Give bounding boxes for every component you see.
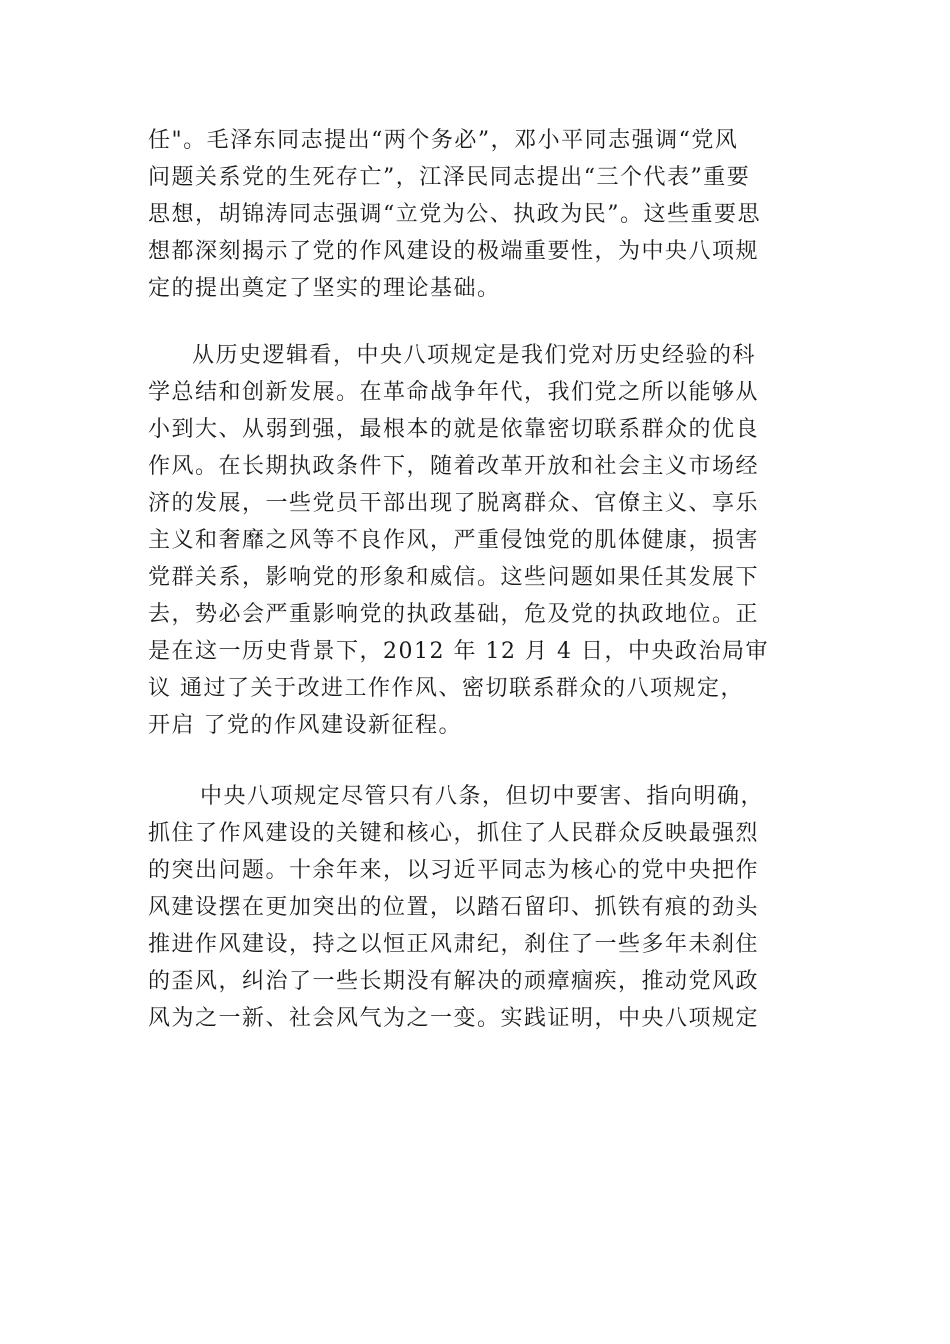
paragraph-line: 议 通过了关于改进工作作风、密切联系群众的八项规定， <box>148 676 744 701</box>
paragraph-line: 学总结和创新发展。在革命战争年代，我们党之所以能够从 <box>148 380 760 405</box>
paragraph-line: 的歪风，纠治了一些长期没有解决的顽瘴痼疾，推动党风政 <box>148 969 760 994</box>
paragraph-line: 中央八项规定尽管只有八条，但切中要害、指向明确， <box>200 784 765 809</box>
paragraph-line: 风为之一新、社会风气为之一变。实践证明，中央八项规定 <box>148 1006 760 1031</box>
paragraph-line: 思想，胡锦涛同志强调“立党为公、执政为民”。这些重要思 <box>148 202 761 227</box>
paragraph-line: 主义和奢靡之风等不良作风，严重侵蚀党的肌体健康，损害 <box>148 528 760 553</box>
paragraph-line: 开启 了党的作风建设新征程。 <box>148 713 462 738</box>
paragraph-2 <box>148 337 808 744</box>
paragraph-line: 风建设摆在更加突出的位置，以踏石留印、抓铁有痕的劲头 <box>148 895 760 920</box>
paragraph-line: 任"。毛泽东同志提出“两个务必”，邓小平同志强调“党风 <box>148 128 739 153</box>
paragraph-line: 去，势必会严重影响党的执政基础，危及党的执政地位。正 <box>148 602 760 627</box>
paragraph-line: 从历史逻辑看，中央八项规定是我们党对历史经验的科 <box>192 343 757 368</box>
paragraph-line: 小到大、从弱到强，最根本的就是依靠密切联系群众的优良 <box>148 417 760 442</box>
paragraph-line: 的突出问题。十余年来，以习近平同志为核心的党中央把作 <box>148 858 760 883</box>
paragraph-line: 济的发展，一些党员干部出现了脱离群众、官僚主义、享乐 <box>148 491 760 516</box>
paragraph-line: 党群关系，影响党的形象和威信。这些问题如果任其发展下 <box>148 565 760 590</box>
paragraph-line: 作风。在长期执政条件下，随着改革开放和社会主义市场经 <box>148 454 760 479</box>
paragraph-line: 想都深刻揭示了党的作风建设的极端重要性，为中央八项规 <box>148 239 760 264</box>
paragraph-line: 是在这一历史背景下，2012 年 12 月 4 日，中央政治局审 <box>148 639 769 664</box>
paragraph-line: 推进作风建设，持之以恒正风肃纪，刹住了一些多年未刹住 <box>148 932 760 957</box>
paragraph-1 <box>148 122 808 307</box>
paragraph-line: 问题关系党的生死存亡”，江泽民同志提出“三个代表”重要 <box>148 165 751 190</box>
paragraph-line: 定的提出奠定了坚实的理论基础。 <box>148 276 501 301</box>
paragraph-3 <box>148 778 808 1037</box>
paragraph-line: 抓住了作风建设的关键和核心，抓住了人民群众反映最强烈 <box>148 821 760 846</box>
